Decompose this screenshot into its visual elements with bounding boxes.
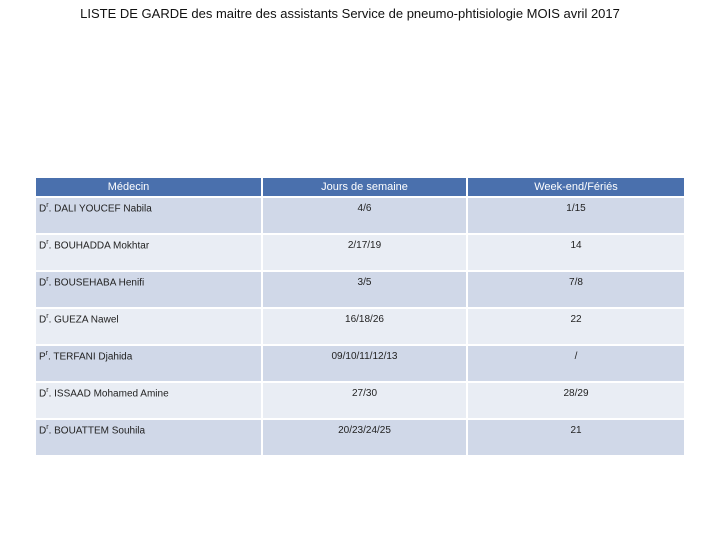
table-row: [36, 345, 684, 382]
weekend-cell: 28/29: [467, 382, 684, 419]
table-row: [36, 419, 684, 455]
header-weekdays: Jours de semaine: [262, 178, 467, 197]
weekend-cell: 1/15: [467, 197, 684, 234]
table-row: [36, 308, 684, 345]
page-title: LISTE DE GARDE des maitre des assistants Service de pneumo-phtisiologie MOIS avril 2017: [80, 6, 620, 21]
table-row: [36, 382, 684, 419]
doctor-name-cell: $D^r$. BOUSEHABA Henifi: [36, 271, 262, 308]
weekdays-cell: 16/18/26: [262, 308, 467, 345]
weekend-cell: 22: [467, 308, 684, 345]
doctor-name-cell: $D^r$. GUEZA Nawel: [36, 308, 262, 345]
table-row: [36, 234, 684, 271]
weekdays-cell: 3/5: [262, 271, 467, 308]
header-doctor: Médecin: [36, 178, 262, 197]
doctor-name-cell: $D^r$. BOUATTEM Souhila: [36, 419, 262, 455]
table-header-row: [36, 178, 684, 197]
table-row: [36, 271, 684, 308]
weekdays-cell: 09/10/11/12/13: [262, 345, 467, 382]
doctor-name-cell: $D^r$. ISSAAD Mohamed Amine: [36, 382, 262, 419]
header-weekend-holidays: Week-end/Fériés: [467, 178, 684, 197]
doctor-name-cell: $D^r$. DALI YOUCEF Nabila: [36, 197, 262, 234]
weekdays-cell: 20/23/24/25: [262, 419, 467, 455]
doctor-name-cell: $P^r$. TERFANI Djahida: [36, 345, 262, 382]
weekdays-cell: 27/30: [262, 382, 467, 419]
duty-roster-table: [36, 178, 684, 455]
weekend-cell: /: [467, 345, 684, 382]
weekdays-cell: 2/17/19: [262, 234, 467, 271]
weekend-cell: 14: [467, 234, 684, 271]
weekend-cell: 7/8: [467, 271, 684, 308]
weekend-cell: 21: [467, 419, 684, 455]
table-row: [36, 197, 684, 234]
doctor-name-cell: $D^r$. BOUHADDA Mokhtar: [36, 234, 262, 271]
weekdays-cell: 4/6: [262, 197, 467, 234]
